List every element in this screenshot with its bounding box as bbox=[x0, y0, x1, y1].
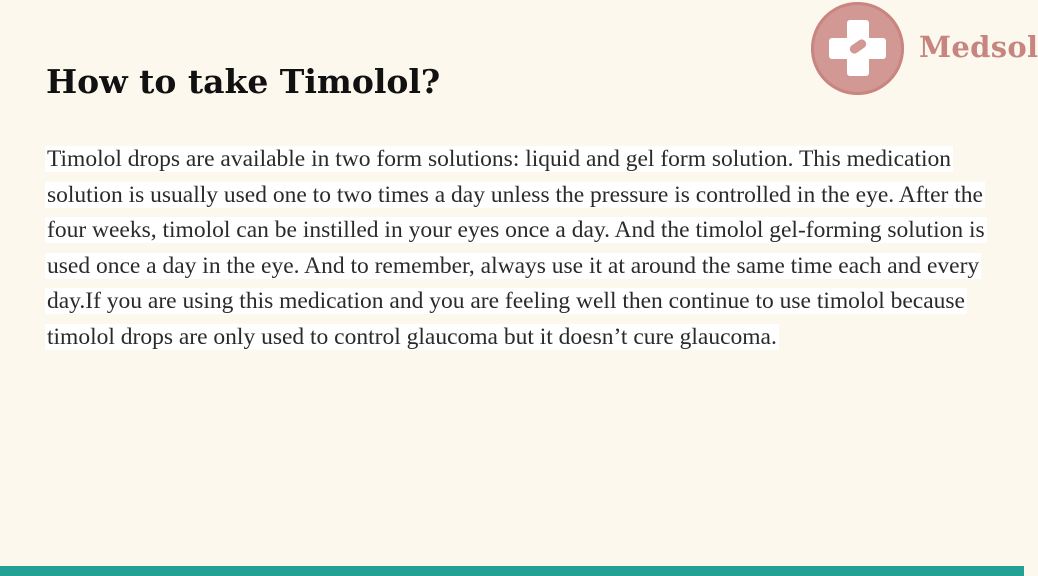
page-title: How to take Timolol? bbox=[46, 62, 441, 101]
bottom-accent-bar bbox=[0, 566, 1024, 576]
brand-name: Medsol bbox=[919, 30, 1038, 64]
body-paragraph bbox=[45, 142, 985, 355]
brand-logo bbox=[811, 2, 1038, 96]
medical-cross-icon bbox=[811, 2, 904, 95]
body-text: Timolol drops are available in two form solutions: liquid and gel form solution. This medication solution is usually used one to two times a day unless the pressure is controlled in the eye. After the four weeks, timolol can be instilled in your eyes once a day. And the timolol gel-forming solution is used once a day in the eye. And to remember, always use it at around the same time each and every day.If you are using this medication and you are feeling well then continue to use timolol because timolol drops are only used to control glaucoma but it doesn’t cure glaucoma. bbox=[47, 146, 985, 350]
